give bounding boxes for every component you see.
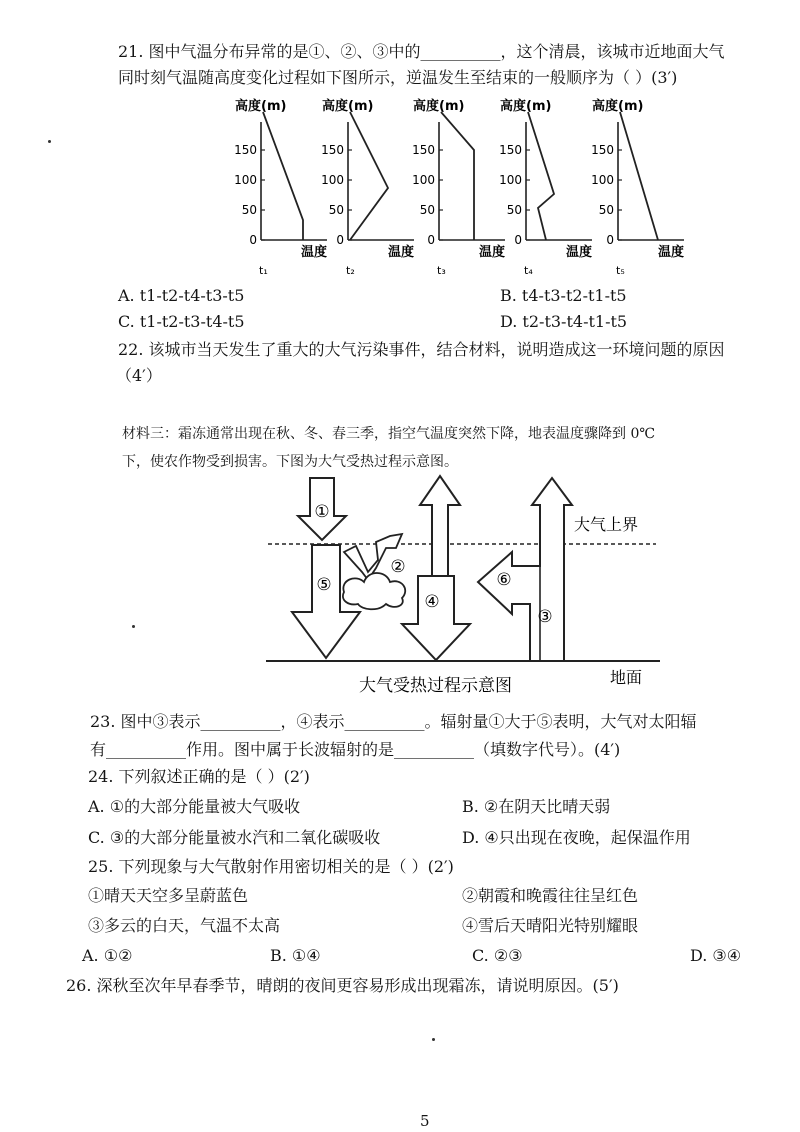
q25-item-2: ②朝霞和晚霞往往呈红色 <box>462 886 639 905</box>
graph-y-tick-label: 150 <box>591 143 614 157</box>
scan-speck <box>48 140 51 143</box>
graph-y-tick-label: 50 <box>328 203 344 217</box>
q25-option-c: C. ②③ <box>472 946 523 965</box>
graph-y-tick-label: 100 <box>234 173 257 187</box>
graph-x-label: 温度 <box>479 245 506 260</box>
cloud-icon <box>343 573 405 609</box>
graph-y-tick-label: 150 <box>321 143 344 157</box>
q24-option-b: B. ②在阴天比晴天弱 <box>462 797 611 816</box>
marker-1: ① <box>314 502 330 522</box>
q21-option-c: C. t1-t2-t3-t4-t5 <box>118 312 245 331</box>
graph-y-tick-label: 150 <box>499 143 522 157</box>
graph-time-label: t₂ <box>346 264 355 277</box>
atmosphere-top-label: 大气上界 <box>574 515 639 534</box>
graph-y-tick-label: 100 <box>412 173 435 187</box>
q21-line2: 同时刻气温随高度变化过程如下图所示，逆温发生至结束的一般顺序为（ ）(3′) <box>118 68 678 87</box>
page-number: 5 <box>420 1112 430 1130</box>
q26-line1: 26. 深秋至次年早春季节，晴朗的夜间更容易形成出现霜冻，请说明原因。(5′) <box>66 976 619 995</box>
graph-y-label: 高度(m) <box>592 99 644 114</box>
q25-option-a: A. ①② <box>82 946 133 965</box>
graph-y-tick-label: 50 <box>506 203 522 217</box>
graph-x-label: 温度 <box>301 245 328 260</box>
graph-y-tick-label: 0 <box>249 233 257 247</box>
q21-option-b: B. t4-t3-t2-t1-t5 <box>500 286 627 305</box>
graph-y-tick-label: 50 <box>241 203 257 217</box>
q25-item-1: ①晴天天空多呈蔚蓝色 <box>88 886 249 905</box>
graph-y-label: 高度(m) <box>413 99 465 114</box>
graph-time-label: t₃ <box>437 264 446 277</box>
marker-5: ⑤ <box>316 575 332 595</box>
ground-label: 地面 <box>610 668 643 687</box>
graph-y-tick-label: 100 <box>321 173 344 187</box>
marker-4: ④ <box>424 592 440 612</box>
q22-line1: 22. 该城市当天发生了重大的大气污染事件，结合材料，说明造成这一环境问题的原因 <box>118 340 725 359</box>
graph-y-label: 高度(m) <box>500 99 552 114</box>
q25-option-d: D. ③④ <box>690 946 742 965</box>
graph-time-label: t₅ <box>616 264 625 277</box>
graph-y-tick-label: 0 <box>336 233 344 247</box>
q23-line1: 23. 图中③表示__________，④表示__________。辐射量①大于⑤表明，大气对太阳辐 <box>90 712 697 731</box>
graph-time-label: t₁ <box>259 264 268 277</box>
graph-y-tick-label: 50 <box>598 203 614 217</box>
q24-option-a: A. ①的大部分能量被大气吸收 <box>88 797 301 816</box>
graph-y-tick-label: 100 <box>591 173 614 187</box>
diagram-caption: 大气受热过程示意图 <box>359 676 512 696</box>
q23-line2: 有__________作用。图中属于长波辐射的是__________（填数字代号）。(4′) <box>90 740 621 759</box>
marker-3: ③ <box>537 607 553 627</box>
arrow-3-6-ground-radiation <box>478 478 572 661</box>
scan-speck <box>432 1038 435 1041</box>
q21-line1: 21. 图中气温分布异常的是①、②、③中的__________，这个清晨，该城市近地面大气 <box>118 42 725 61</box>
q25-item-4: ④雪后天晴阳光特别耀眼 <box>462 916 639 935</box>
q22-line2: （4′） <box>116 366 162 385</box>
q24-stem: 24. 下列叙述正确的是（ ）(2′) <box>88 767 310 786</box>
q24-option-c: C. ③的大部分能量被水汽和二氧化碳吸收 <box>88 828 381 847</box>
graph-y-tick-label: 0 <box>606 233 614 247</box>
graph-y-tick-label: 100 <box>499 173 522 187</box>
q25-stem: 25. 下列现象与大气散射作用密切相关的是（ ）(2′) <box>88 857 454 876</box>
graph-time-label: t₄ <box>524 264 533 277</box>
graph-y-tick-label: 0 <box>514 233 522 247</box>
q25-item-3: ③多云的白天，气温不太高 <box>88 916 281 935</box>
graph-x-label: 温度 <box>566 245 593 260</box>
arrow-up-left <box>420 476 460 578</box>
arrow-4-back-radiation <box>402 576 470 660</box>
graph-y-tick-label: 0 <box>427 233 435 247</box>
scan-speck <box>132 625 135 628</box>
marker-2: ② <box>390 557 406 577</box>
graph-x-label: 温度 <box>388 245 415 260</box>
graph-y-tick-label: 50 <box>419 203 435 217</box>
graph-y-tick-label: 150 <box>234 143 257 157</box>
material3-line2: 下，使农作物受到损害。下图为大气受热过程示意图。 <box>122 454 458 470</box>
q21-option-a: A. t1-t2-t4-t3-t5 <box>118 286 245 305</box>
q24-option-d: D. ④只出现在夜晚，起保温作用 <box>462 828 691 847</box>
marker-6: ⑥ <box>496 570 512 590</box>
material3-line1: 材料三：霜冻通常出现在秋、冬、春三季，指空气温度突然下降，地表温度骤降到 0℃ <box>122 426 656 442</box>
graph-x-label: 温度 <box>658 245 685 260</box>
q25-option-b: B. ①④ <box>270 946 321 965</box>
q21-option-d: D. t2-t3-t4-t1-t5 <box>500 312 628 331</box>
graph-y-label: 高度(m) <box>322 99 374 114</box>
graph-y-tick-label: 150 <box>412 143 435 157</box>
graph-y-label: 高度(m) <box>235 99 287 114</box>
